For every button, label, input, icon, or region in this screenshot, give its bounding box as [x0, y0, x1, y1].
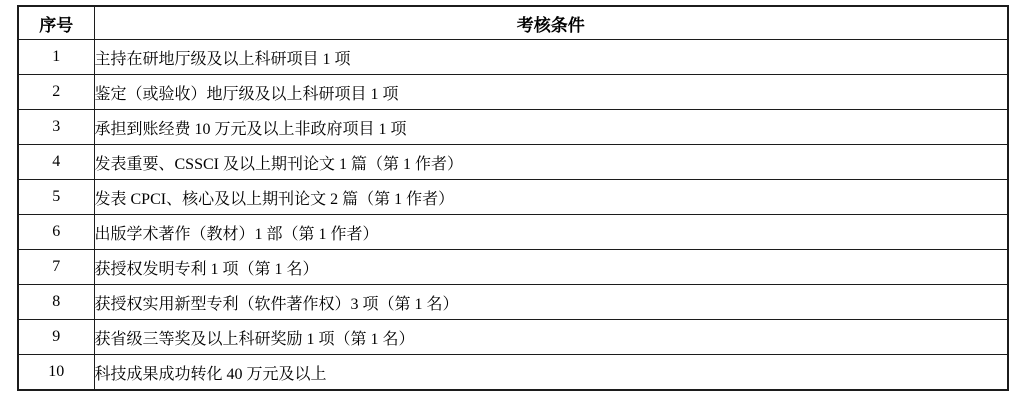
table-row — [18, 285, 1008, 320]
row-number: 6 — [18, 215, 94, 250]
table-row — [18, 355, 1008, 391]
row-condition: 发表 CPCI、核心及以上期刊论文 2 篇（第 1 作者） — [94, 180, 1008, 215]
row-condition: 科技成果成功转化 40 万元及以上 — [94, 355, 1008, 391]
column-header-index: 序号 — [18, 6, 94, 40]
table-row — [18, 215, 1008, 250]
row-number: 3 — [18, 110, 94, 145]
table-row — [18, 250, 1008, 285]
assessment-table-container — [17, 5, 1009, 391]
row-number: 2 — [18, 75, 94, 110]
row-condition: 获授权实用新型专利（软件著作权）3 项（第 1 名） — [94, 285, 1008, 320]
row-number: 7 — [18, 250, 94, 285]
table-row — [18, 180, 1008, 215]
table-row — [18, 145, 1008, 180]
row-number: 1 — [18, 40, 94, 75]
table-row — [18, 320, 1008, 355]
row-condition: 鉴定（或验收）地厅级及以上科研项目 1 项 — [94, 75, 1008, 110]
row-condition: 主持在研地厅级及以上科研项目 1 项 — [94, 40, 1008, 75]
table-row — [18, 110, 1008, 145]
header-row — [18, 6, 1008, 40]
row-condition: 承担到账经费 10 万元及以上非政府项目 1 项 — [94, 110, 1008, 145]
row-condition: 出版学术著作（教材）1 部（第 1 作者） — [94, 215, 1008, 250]
assessment-table — [17, 5, 1009, 391]
row-number: 9 — [18, 320, 94, 355]
row-condition: 获省级三等奖及以上科研奖励 1 项（第 1 名） — [94, 320, 1008, 355]
row-number: 10 — [18, 355, 94, 391]
row-number: 4 — [18, 145, 94, 180]
column-header-condition: 考核条件 — [94, 6, 1008, 40]
table-row — [18, 40, 1008, 75]
row-number: 8 — [18, 285, 94, 320]
table-row — [18, 75, 1008, 110]
row-number: 5 — [18, 180, 94, 215]
row-condition: 获授权发明专利 1 项（第 1 名） — [94, 250, 1008, 285]
row-condition: 发表重要、CSSCI 及以上期刊论文 1 篇（第 1 作者） — [94, 145, 1008, 180]
